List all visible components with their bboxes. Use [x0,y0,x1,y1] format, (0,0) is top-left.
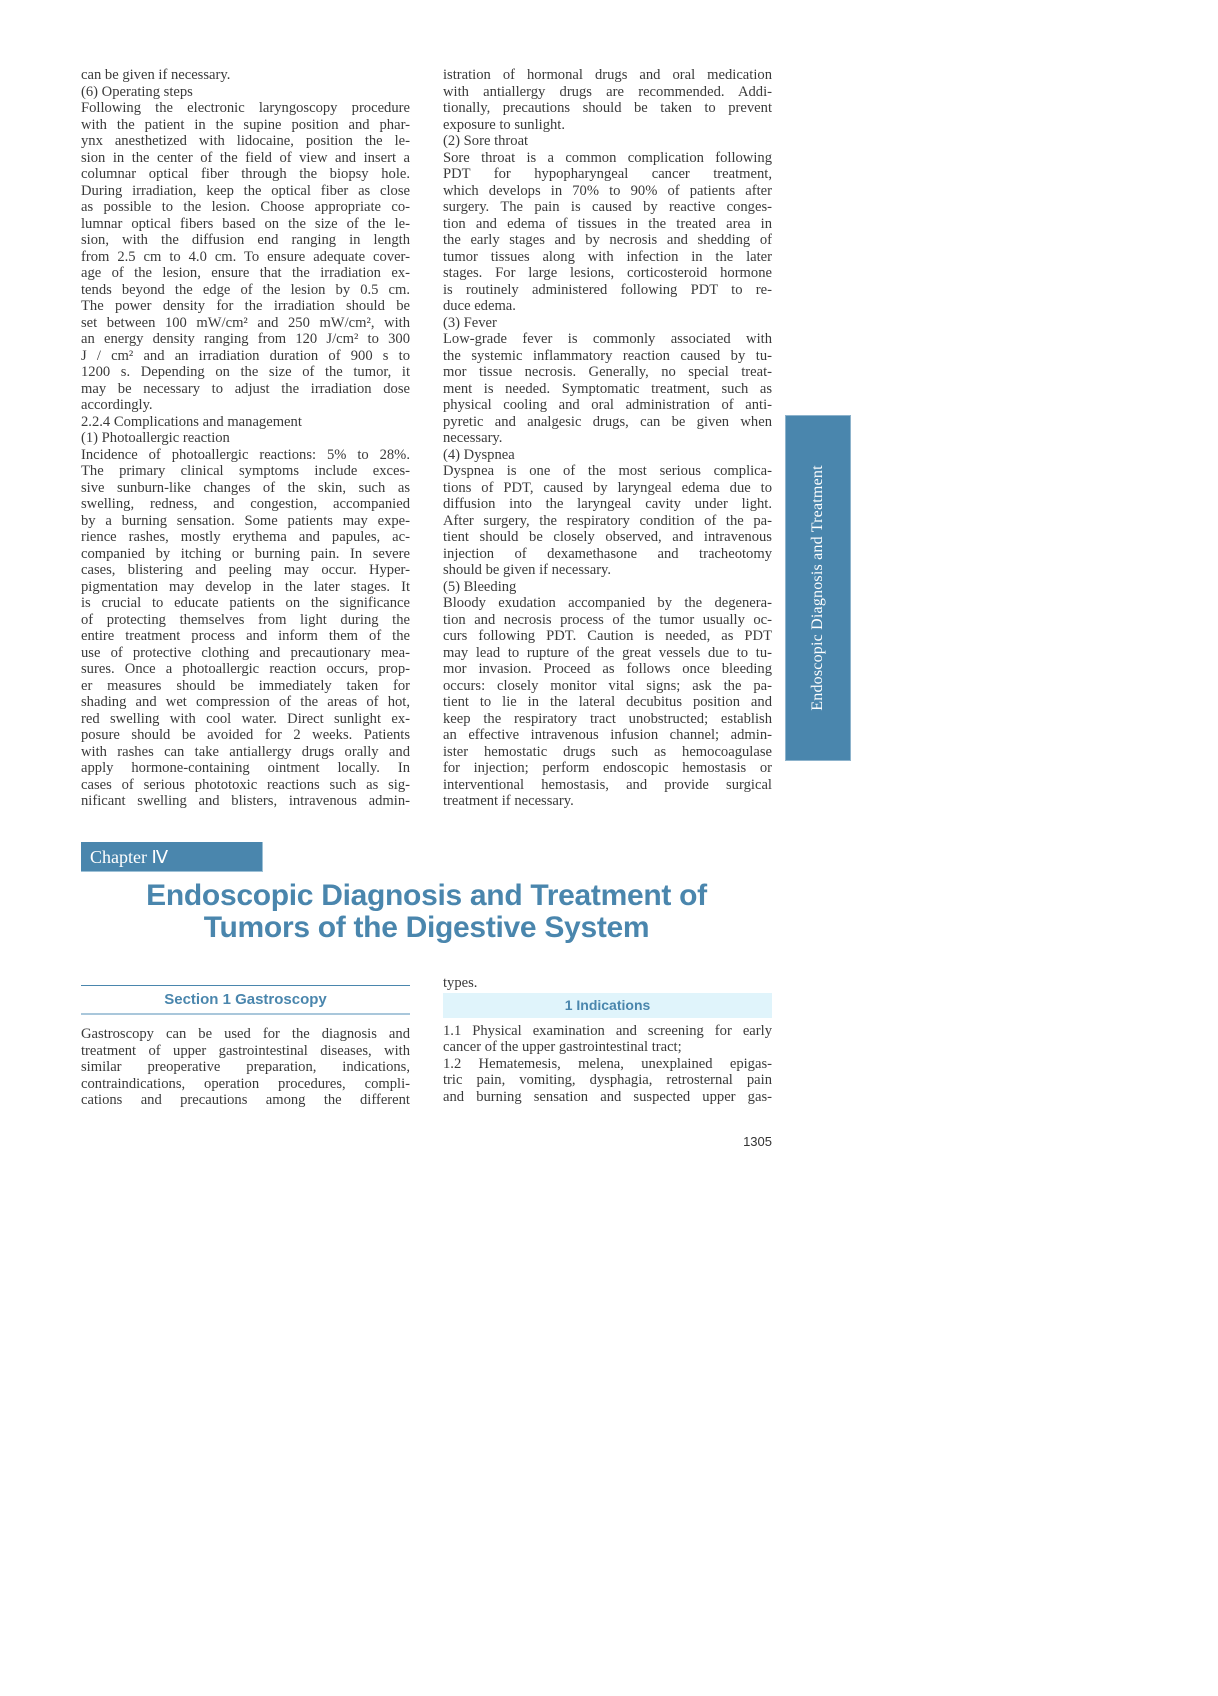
text-line: surgery. The pain is caused by reactive conges- [443,199,772,215]
text-line: During irradiation, keep the optical fiber as close [81,182,410,199]
text-line: with rashes can take antiallergy drugs orally and [81,743,410,760]
text-line: interventional hemostasis, and provide surgical [443,776,772,793]
text-line: treatment if necessary. [443,793,574,809]
paragraph [81,100,410,414]
text-line: pigmentation may develop in the later stages. It [81,578,410,595]
text-line: contraindications, operation procedures, compli- [81,1075,410,1092]
text-line: injection of dexamethasone and tracheotomy [443,545,772,562]
text-line: tric pain, vomiting, dysphagia, retrosternal pain [443,1072,772,1088]
text-line: ister hemostatic drugs such as hemocoagulase [443,743,772,760]
text-line: After surgery, the respiratory condition of the pa- [443,512,772,529]
paragraph [443,595,772,810]
text-line: Dyspnea is one of the most serious complica- [443,463,772,479]
text-line: (1) Photoallergic reaction [81,430,230,446]
side-thumb-tab [785,415,851,761]
text-line: tient should be closely observed, and intravenous [443,529,772,545]
text-line: physical cooling and oral administration of anti- [443,397,772,413]
paragraph [81,67,410,84]
text-line: tumor tissues along with infection in the later [443,248,772,265]
text-line: cases of serious phototoxic reactions such as sig- [81,776,410,793]
text-line: ynx anesthetized with lidocaine, position the le- [81,133,410,149]
text-line: Sore throat is a common complication following [443,149,772,166]
text-line: with the patient in the supine position and phar- [81,116,410,133]
text-line: pyretic and analgesic drugs, can be given when [443,413,772,430]
text-line: Incidence of photoallergic reactions: 5% to 28%. [81,446,410,463]
text-line: 1.1 Physical examination and screening for early [443,1022,772,1039]
text-line: The power density for the irradiation should be [81,298,410,314]
right-lead [443,975,772,992]
text-line: the early stages and by necrosis and shedding of [443,232,772,248]
text-line: similar preoperative preparation, indications, [81,1059,410,1075]
text-line: with antiallergy drugs are recommended. Addi- [443,83,772,100]
text-line: Gastroscopy can be used for the diagnosis and [81,1026,410,1042]
text-line: PDT for hypopharyngeal cancer treatment, [443,166,772,182]
text-line: diffusion into the laryngeal cavity under light. [443,496,772,512]
text-line: mor invasion. Proceed as follows once bleeding [443,661,772,677]
text-line: by a burning sensation. Some patients may expe- [81,512,410,529]
text-line: J / cm² and an irradiation duration of 900 s to [81,347,410,364]
text-line: rience rashes, mostly erythema and papules, ac- [81,529,410,545]
text-line: sion, with the diffusion end ranging in length [81,232,410,248]
text-line: 1200 s. Depending on the size of the tumor, it [81,364,410,380]
text-line: nificant swelling and blisters, intravenous admin- [81,793,410,809]
text-line: (3) Fever [443,314,497,331]
text-line: apply hormone-containing ointment locally. In [81,760,410,776]
paragraph [81,447,410,810]
paragraph [443,331,772,447]
text-line: stages. For large lesions, corticosteroid hormone [443,265,772,281]
text-line: Low-grade fever is commonly associated with [443,331,772,347]
text-line: keep the respiratory tract unobstructed; establish [443,710,772,727]
text-line: Following the electronic laryngoscopy procedure [81,100,410,116]
section-right-column [443,975,772,1105]
paragraph [443,463,772,579]
text-line: treatment of upper gastrointestinal diseases, with [81,1042,410,1059]
paragraph [443,579,772,596]
text-line: tions of PDT, caused by laryngeal edema due to [443,479,772,496]
text-line: occurs: closely monitor vital signs; ask the pa- [443,677,772,694]
text-line: the systemic inflammatory reaction caused by tu- [443,347,772,364]
section-intro [81,1026,410,1109]
text-line: from 2.5 cm to 4.0 cm. To ensure adequate cover- [81,248,410,265]
text-line: cations and precautions among the different [81,1092,410,1108]
section-heading: Section 1 Gastroscopy [81,985,410,1015]
text-line: duce edema. [443,298,516,314]
chapter-label: Chapter Ⅳ [90,847,169,867]
paragraph [443,447,772,464]
paragraph [81,84,410,101]
text-line: lumnar optical fibers based on the size of the le- [81,215,410,232]
text-line: posure should be avoided for 2 weeks. Patients [81,727,410,743]
text-line: sion in the center of the field of view and insert a [81,149,410,166]
text-line: (2) Sore throat [443,133,529,149]
page-number: 1305 [743,1134,772,1149]
chapter-title-line-1: Endoscopic Diagnosis and Treatment of [146,879,707,912]
text-line: 2.2.4 Complications and management [81,413,302,430]
chapter-label-box [81,842,263,872]
text-line: sive sunburn-like changes of the skin, such as [81,479,410,496]
paragraph [443,67,772,133]
right-column [443,67,772,810]
side-tab-label: Endoscopic Diagnosis and Treatment [809,465,826,711]
paragraph [443,315,772,332]
text-line: set between 100 mW/cm² and 250 mW/cm², with [81,314,410,331]
text-line: an energy density ranging from 120 J/cm² to 300 [81,331,410,347]
chapter-title [81,880,772,944]
text-line: may lead to rupture of the great vessels due to tu- [443,644,772,661]
text-line: columnar optical fiber through the biopsy hole. [81,166,410,182]
text-line: for injection; perform endoscopic hemostasis or [443,760,772,776]
text-line: exposure to sunlight. [443,116,566,133]
text-line: companied by itching or burning pain. In severe [81,545,410,562]
text-line: istration of hormonal drugs and oral medication [443,67,772,83]
text-line: is routinely administered following PDT to re- [443,281,772,298]
paragraph [443,1023,772,1056]
left-column [81,67,410,810]
text-line: shading and wet compression of the areas of hot, [81,694,410,710]
text-line: Bloody exudation accompanied by the degenera- [443,595,772,611]
text-line: an effective intravenous infusion channel; admin- [443,727,772,743]
indications-list [443,1023,772,1106]
paragraph [81,1026,410,1109]
text-line: red swelling with cool water. Direct sunlight ex- [81,710,410,727]
paragraph [443,150,772,315]
text-line: types. [443,975,478,991]
text-line: swelling, redness, and congestion, accompanied [81,496,410,512]
text-line: and burning sensation and suspected upper gas- [443,1088,772,1105]
text-line: cases, blistering and peeling may occur. Hyper- [81,562,410,578]
text-line: curs following PDT. Caution is needed, as PDT [443,628,772,644]
indications-heading: 1 Indications [443,993,772,1018]
text-line: may be necessary to adjust the irradiation dose [81,380,410,397]
text-line: tient to lie in the lateral decubitus position and [443,694,772,710]
text-line: of protecting themselves from light during the [81,611,410,628]
text-line: tends beyond the edge of the lesion by 0.5 cm. [81,281,410,298]
paragraph [443,1056,772,1106]
text-line: er measures should be immediately taken for [81,677,410,694]
text-line: accordingly. [81,397,153,413]
text-line: The primary clinical symptoms include exces- [81,463,410,479]
text-line: necessary. [443,430,503,446]
paragraph [443,975,772,992]
text-line: is crucial to educate patients on the significance [81,595,410,611]
paragraph [81,430,410,447]
text-line: can be given if necessary. [81,67,231,83]
text-line: (4) Dyspnea [443,446,515,463]
text-line: tion and necrosis process of the tumor usually oc- [443,611,772,628]
text-line: (6) Operating steps [81,83,193,100]
text-line: sures. Once a photoallergic reaction occurs, prop- [81,661,410,677]
text-line: as possible to the lesion. Choose appropriate co- [81,199,410,215]
text-line: (5) Bleeding [443,578,517,595]
paragraph [443,133,772,150]
text-line: 1.2 Hematemesis, melena, unexplained epigas- [443,1055,772,1072]
text-line: which develops in 70% to 90% of patients after [443,182,772,199]
text-line: cancer of the upper gastrointestinal tract; [443,1039,682,1055]
text-line: tion and edema of tissues in the treated area in [443,215,772,232]
text-line: ment is needed. Symptomatic treatment, such as [443,380,772,397]
text-line: age of the lesion, ensure that the irradiation ex- [81,265,410,281]
text-line: should be given if necessary. [443,562,612,578]
chapter-title-line-2: Tumors of the Digestive System [203,911,650,944]
text-line: tionally, precautions should be taken to prevent [443,100,772,116]
text-line: entire treatment process and inform them of the [81,628,410,644]
paragraph [81,414,410,431]
text-line: use of protective clothing and precautionary mea- [81,644,410,661]
text-line: mor tissue necrosis. Generally, no special treat- [443,364,772,380]
